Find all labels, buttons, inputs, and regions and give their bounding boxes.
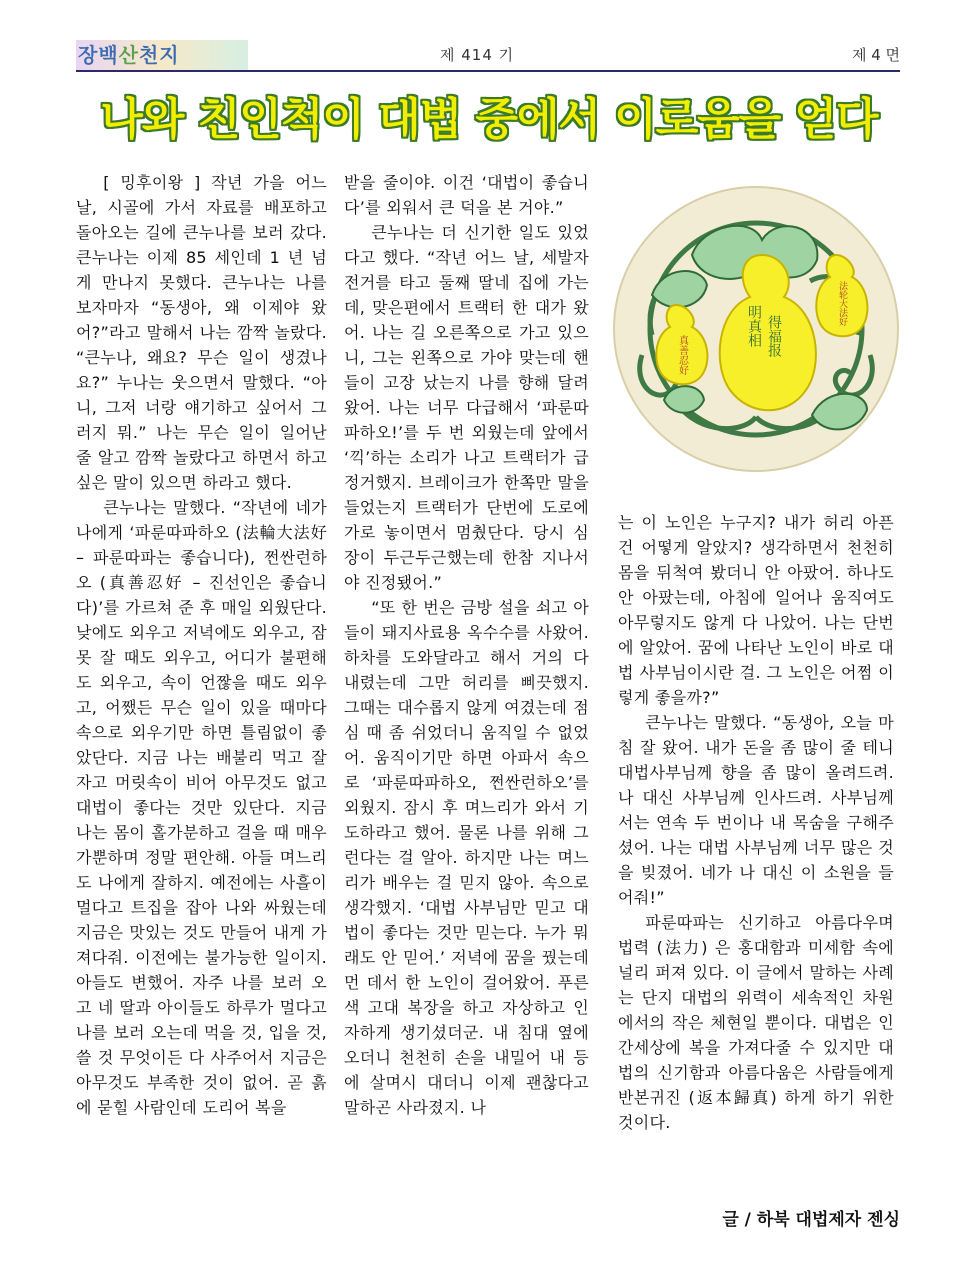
gourd-text-left: 真善忍好: [676, 335, 688, 375]
gourd-emblem-illustration: [612, 185, 900, 473]
gourd-text-right: 法轮大法好: [837, 281, 847, 326]
masthead-text-b: 산: [118, 43, 139, 67]
paragraph: 파룬따파는 신기하고 아름다우며 법력 (法力) 은 홍대함과 미세함 속에 널리 퍼져 있다. 이 글에서 말하는 사례는 단지 대법의 위력이 세속적인 차원에서의 작은 체현일 뿐이다. 대법은 인간세상에 복을 가져다줄 수 있지만 대법의 신기함과 아름다움은 사람들에게 반본귀진 (返本歸真) 하게 하기 위한 것이다.: [618, 913, 894, 1132]
paragraph: 는 이 노인은 누구지? 내가 허리 아픈 건 어떻게 알았지? 생각하면서 천천히 몸을 뒤척여 봤더니 안 아팠어. 하나도 안 아팠는데, 아침에 일어나 움직여도 아무렇지도 않게 다 나았어. 나는 단번에 알았어. 꿈에 나타난 노인이 바로 대법 사부님이시란 걸. 그 노인은 어쩜 이렇게 좋을까?”: [618, 513, 894, 707]
masthead-text-a: 장백: [78, 43, 119, 67]
paragraph: 받을 줄이야. 이건 ‘대법이 좋습니다’를 외워서 큰 덕을 본 거야.”: [344, 173, 589, 217]
paragraph: 큰누나는 더 신기한 일도 있었다고 했다. “작년 어느 날, 세발자전거를 타고 둘째 딸네 집에 가는데, 맞은편에서 트랙터 한 대가 왔어. 나는 길 오른쪽으로 가고 있으니, 그는 왼쪽으로 가야 맞는데 핸들이 고장 났는지 나를 향해 달려왔어. 나는 너무 다급해서 ‘파룬따파하오!’를 두 번 외웠는데 앞에서 ‘끽’하는 소리가 나고 트랙터가 급정거했지. 브레이크가 한쪽만 말을 들었는지 트랙터가 단번에 도로에 가로 놓이면서 멈췄단다. 당시 심장이 두근두근했는데 한참 지나서야 진정됐어.”: [344, 223, 589, 592]
paragraph: 큰누나는 말했다. “동생아, 오늘 마침 잘 왔어. 내가 돈을 좀 많이 줄 테니 대법사부님께 향을 좀 많이 올려드려. 나 대신 사부님께 인사드려. 사부님께서는 연속 두 번이나 내 목숨을 구해주셨어. 나는 대법 사부님께 너무 많은 것을 빚졌어. 네가 나 대신 이 소원을 들어줘!”: [618, 713, 894, 907]
issue-number: 제 414 기: [440, 46, 515, 64]
author-signature: 글 / 하북 대법제자 젠싱: [722, 1210, 900, 1230]
text-column-1: [76, 170, 327, 1120]
gourd-text-main-right: 得福报: [766, 315, 782, 357]
paragraph: 큰누나는 말했다. “작년에 네가 나에게 ‘파룬따파하오 (法輪大法好 – 파룬따파는 좋습니다), 쩐싼런하오 (真善忍好 – 진선인은 좋습니다)’를 가르쳐 준 후 매일 외웠단다. 낮에도 외우고 저녁에도 외우고, 잠 못 잘 때도 외우고, 어디가 불편해도 외우고, 속이 언짢을 때도 외우고, 어쨌든 무슨 일이 있을 때마다 속으로 외우기만 하면 틀림없이 좋았단다. 지금 나는 배불리 먹고 잘 자고 머릿속이 비어 아무것도 없고 대법이 좋다는 것만 있단다. 지금 나는 몸이 홀가분하고 걸을 때 매우 가뿐하며 정말 편안해. 아들 며느리도 나에게 잘하지. 예전에는 사흘이 멀다고 트집을 잡아 나와 싸웠는데 지금은 맛있는 것도 만들어 내게 가져다줘. 이전에는 불가능한 일이지. 아들도 변했어. 자주 나를 보러 오고 네 딸과 아이들도 하루가 멀다고 나를 보러 오는데 먹을 것, 입을 것, 쓸 것 무엇이든 다 사주어서 지금은 아무것도 부족한 것이 없어. 곧 흙에 묻힐 사람인데 도리어 복을: [76, 498, 327, 1117]
text-column-2: [344, 170, 589, 1120]
text-column-3: [618, 510, 894, 1135]
article-title: 나와 친인척이 대법 중에서 이로움을 얻다: [100, 94, 878, 145]
masthead-text-c: 천지: [138, 43, 180, 67]
header-divider: [76, 70, 900, 72]
gourd-text-main-left: 明真相: [746, 305, 762, 347]
page-number: 제 4 면: [851, 46, 900, 64]
paragraph: [ 밍후이왕 ] 작년 가을 어느 날, 시골에 가서 자료를 배포하고 돌아오는 길에 큰누나를 보러 갔다. 큰누나는 이제 85 세인데 1 년 넘게 만나지 못했다. 큰누나는 나를 보자마자 “동생아, 왜 이제야 왔어?”라고 말해서 나는 깜짝 놀랐다. “큰누나, 왜요? 무슨 일이 생겼나요?” 누나는 웃으면서 말했다. “아니, 그저 너랑 얘기하고 싶어서 그러지 뭐.” 나는 무슨 일이 일어난 줄 알고 깜짝 놀랐다고 하면서 하고 싶은 말이 있으면 하라고 했다.: [76, 173, 327, 492]
masthead-logo: [76, 40, 248, 70]
paragraph: “또 한 번은 금방 설을 쇠고 아들이 돼지사료용 옥수수를 사왔어. 하차를 도와달라고 해서 거의 다 내렸는데 그만 허리를 삐끗했지. 그때는 대수롭지 않게 여겼는데 점심 때 좀 쉬었더니 움직일 수 없었어. 움직이기만 하면 아파서 속으로 ‘파룬따파하오, 쩐싼런하오’를 외웠지. 잠시 후 며느리가 와서 기도하라고 했어. 물론 나를 위해 그런다는 걸 알아. 하지만 나는 며느리가 배우는 걸 믿지 않아. 속으로 생각했지. ‘대법 사부님만 믿고 대법이 좋다는 것만 믿는다. 누가 뭐래도 안 믿어.’ 저녁에 꿈을 꿨는데 먼 데서 한 노인이 걸어왔어. 푸른색 고대 복장을 하고 자상하고 인자하게 생기셨더군. 내 침대 옆에 오더니 천천히 손을 내밀어 내 등에 살며시 대더니 이제 괜찮다고 말하곤 사라졌지. 나: [344, 598, 589, 1117]
